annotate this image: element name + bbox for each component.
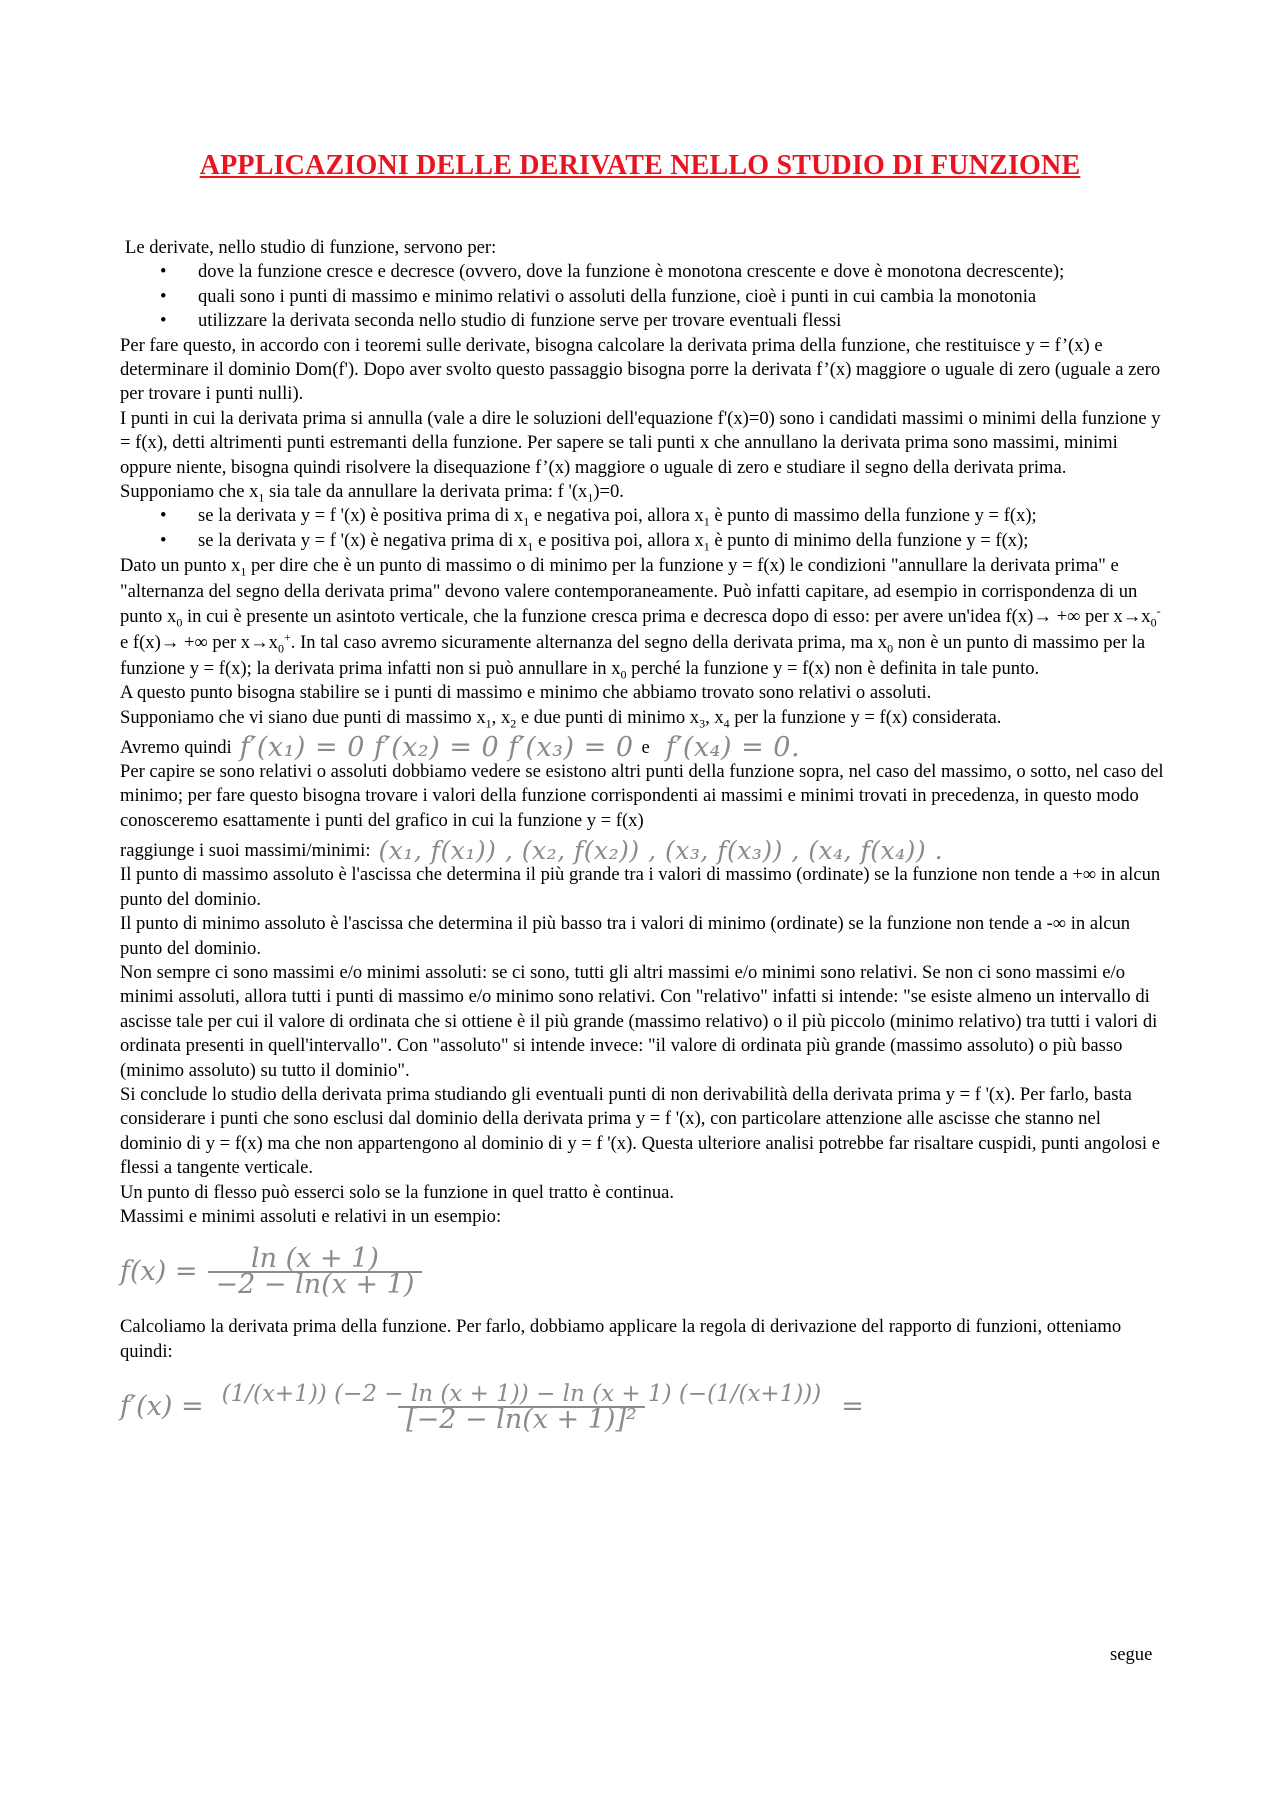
bullet-icon: • xyxy=(160,261,167,283)
list-item: • se la derivata y = f '(x) è positiva prima di $x_1$ e negativa poi, allora $x_1$ è punto di massimo della funzione y = f(x); xyxy=(160,505,1037,530)
continue-label: segue xyxy=(1110,1644,1153,1665)
equation-derivative-x4: f′(x₄) = 0. xyxy=(665,731,801,763)
paragraph: Supponiamo che vi siano due punti di massimo $x_1$, $x_2$ e due punti di minimo $x_3$, $x_4$ per la funzione y = f(x) considerata. xyxy=(120,706,1002,731)
bullet-icon: • xyxy=(160,505,167,527)
paragraph: Dato un punto $x_1$ per dire che è un punto di massimo o di minimo per la funzione y = f(x) le condizioni "annullare la derivata prima" e "alternanza del segno della derivata prima" devono valere contemporaneamente. Può infatti capitare, ad esempio in corrispondenza di un punto $x_0$ in cui è presente un asintoto verticale, che la funzione cresca prima e decresca dopo di esso: per avere un'idea f(x)→ +∞ per $x\to x_0^-$ e f(x)→ +∞ per $x\to x_0^+$. In tal caso avremo sicuramente alternanza del segno della derivata prima, ma $x_0$ non è un punto di massimo per la funzione y = f(x); la derivata prima infatti non si può annullare in $x_0$ perché la funzione y = f(x) non è definita in tale punto. xyxy=(120,555,1161,682)
bullet-list-sign xyxy=(120,504,1165,553)
paragraph: Un punto di flesso può esserci solo se la funzione in quel tratto è continua. xyxy=(120,1181,675,1203)
paragraph: Massimi e minimi assoluti e relativi in un esempio: xyxy=(120,1205,502,1227)
paragraph: Per capire se sono relativi o assoluti dobbiamo vedere se esistono altri punti della funzione sopra, nel caso del massimo, o sotto, nel caso del minimo; per fare questo bisogna trovare i valori della funzione corrispondenti ai massimi e minimi trovati in precedenza, in questo modo conosceremo esattamente i punti del grafico in cui la funzione y = f(x) xyxy=(120,761,1164,831)
equation-points: (x₁, f(x₁)) , (x₂, f(x₂)) , (x₃, f(x₃)) , (x₄, f(x₄)) . xyxy=(378,835,944,865)
bullet-list-uses xyxy=(120,260,1165,333)
bullet-icon: • xyxy=(160,529,167,551)
paragraph: I punti in cui la derivata prima si annulla (vale a dire le soluzioni dell'equazione f'(x)=0) sono i candidati massimi o minimi della funzione y = f(x), detti altrimenti punti estremanti della funzione. Per sapere se tali punti x che annullano la derivata prima sono massimi, minimi oppure niente, bisogna quindi risolvere la disequazione f’(x) maggiore o uguale di zero e studiare il segno della derivata prima. Supponiamo che $x_1$ sia tale da annullare la derivata prima: f '$(x_1)=0$. xyxy=(120,407,1161,505)
formula-function: f(x) = $\frac{\ln (x + 1)}{-2 - \ln(x + 1)}$ xyxy=(120,1233,1165,1311)
formula-derivative: f′(x) = $\frac{(1/(x+1)) (-2 - \ln (x + 1)) - \ln (x + 1) (-(1/(x+1)))}{\text{[−2 − ln(x + 1)]²}}$ = xyxy=(120,1380,864,1436)
paragraph: Per fare questo, in accordo con i teoremi sulle derivate, bisogna calcolare la derivata prima della funzione, che restituisce y = f’(x) e determinare il dominio Dom(f'). Dopo aver svolto questo passaggio bisogna porre la derivata f’(x) maggiore o uguale di zero (uguale a zero per trovare i punti nulli). xyxy=(120,334,1161,405)
list-item: • se la derivata y = f '(x) è negativa prima di $x_1$ e positiva poi, allora $x_1$ è punto di minimo della funzione y = f(x); xyxy=(160,529,1029,554)
paragraph: Si conclude lo studio della derivata prima studiando gli eventuali punti di non derivabilità della derivata prima y = f '(x). Per farlo, basta considerare i punti che sono esclusi dal dominio della derivata prima y = f '(x), con particolare attenzione alle ascisse che stanno nel dominio di y = f(x) ma che non appartengono al dominio di y = f '(x). Questa ulteriore analisi potrebbe far risaltare cuspidi, punti angolosi e flessi a tangente verticale. xyxy=(120,1083,1160,1179)
paragraph: Calcoliamo la derivata prima della funzione. Per farlo, dobbiamo applicare la regola di derivazione del rapporto di funzioni, otteniamo quindi: xyxy=(120,1316,1122,1362)
equation-line-derivatives: Avremo quindi f′(x₁) = 0 f′(x₂) = 0 f′(x₃) = 0 e f′(x₄) = 0. xyxy=(120,731,801,763)
paragraph: Il punto di minimo assoluto è l'ascissa che determina il più basso tra i valori di minimo (ordinate) se la funzione non tende a -∞ in alcun punto del dominio. xyxy=(120,913,1131,959)
intro-paragraph: Le derivate, nello studio di funzione, servono per: xyxy=(125,237,497,258)
paragraph: Il punto di massimo assoluto è l'ascissa che determina il più grande tra i valori di massimo (ordinate) se la funzione non tende a +∞ in alcun punto del dominio. xyxy=(120,864,1161,910)
document-body xyxy=(120,236,1165,1448)
page-title: APPLICAZIONI DELLE DERIVATE NELLO STUDIO DI FUNZIONE xyxy=(199,150,1081,181)
equation-derivatives-zero: f′(x₁) = 0 f′(x₂) = 0 f′(x₃) = 0 xyxy=(239,731,634,763)
list-item: • dove la funzione cresce e decresce (ovvero, dove la funzione è monotona crescente e dove è monotona decrescente); xyxy=(120,260,1165,284)
paragraph: Non sempre ci sono massimi e/o minimi assoluti: se ci sono, tutti gli altri massimi e/o minimi sono relativi. Se non ci sono massimi e/o minimi assoluti, allora tutti i punti di massimo e/o minimo sono relativi. Con "relativo" infatti si intende: "se esiste almeno un intervallo di ascisse tale per cui il valore di ordinata che si ottiene è il più grande (massimo relativo) o il più piccolo (minimo relativo) tra tutti i valori di ordinata presenti in quell'intervallo". Con "assoluto" si intende invece: "il valore di ordinata più grande (massimo assoluto) o più basso (minimo assoluto) su tutto il dominio". xyxy=(120,961,1158,1081)
equation-line-points: raggiunge i suoi massimi/minimi: (x₁, f(x₁)) , (x₂, f(x₂)) , (x₃, f(x₃)) , (x₄, f(x₄)) . xyxy=(120,835,944,865)
bullet-icon: • xyxy=(160,285,167,307)
list-item: • quali sono i punti di massimo e minimo relativi o assoluti della funzione, cioè i punti in cui cambia la monotonia xyxy=(120,285,1165,309)
bullet-icon: • xyxy=(160,310,167,332)
paragraph: A questo punto bisogna stabilire se i punti di massimo e minimo che abbiamo trovato sono relativi o assoluti. xyxy=(120,682,932,704)
list-item: • utilizzare la derivata seconda nello studio di funzione serve per trovare eventuali flessi xyxy=(120,309,1165,333)
